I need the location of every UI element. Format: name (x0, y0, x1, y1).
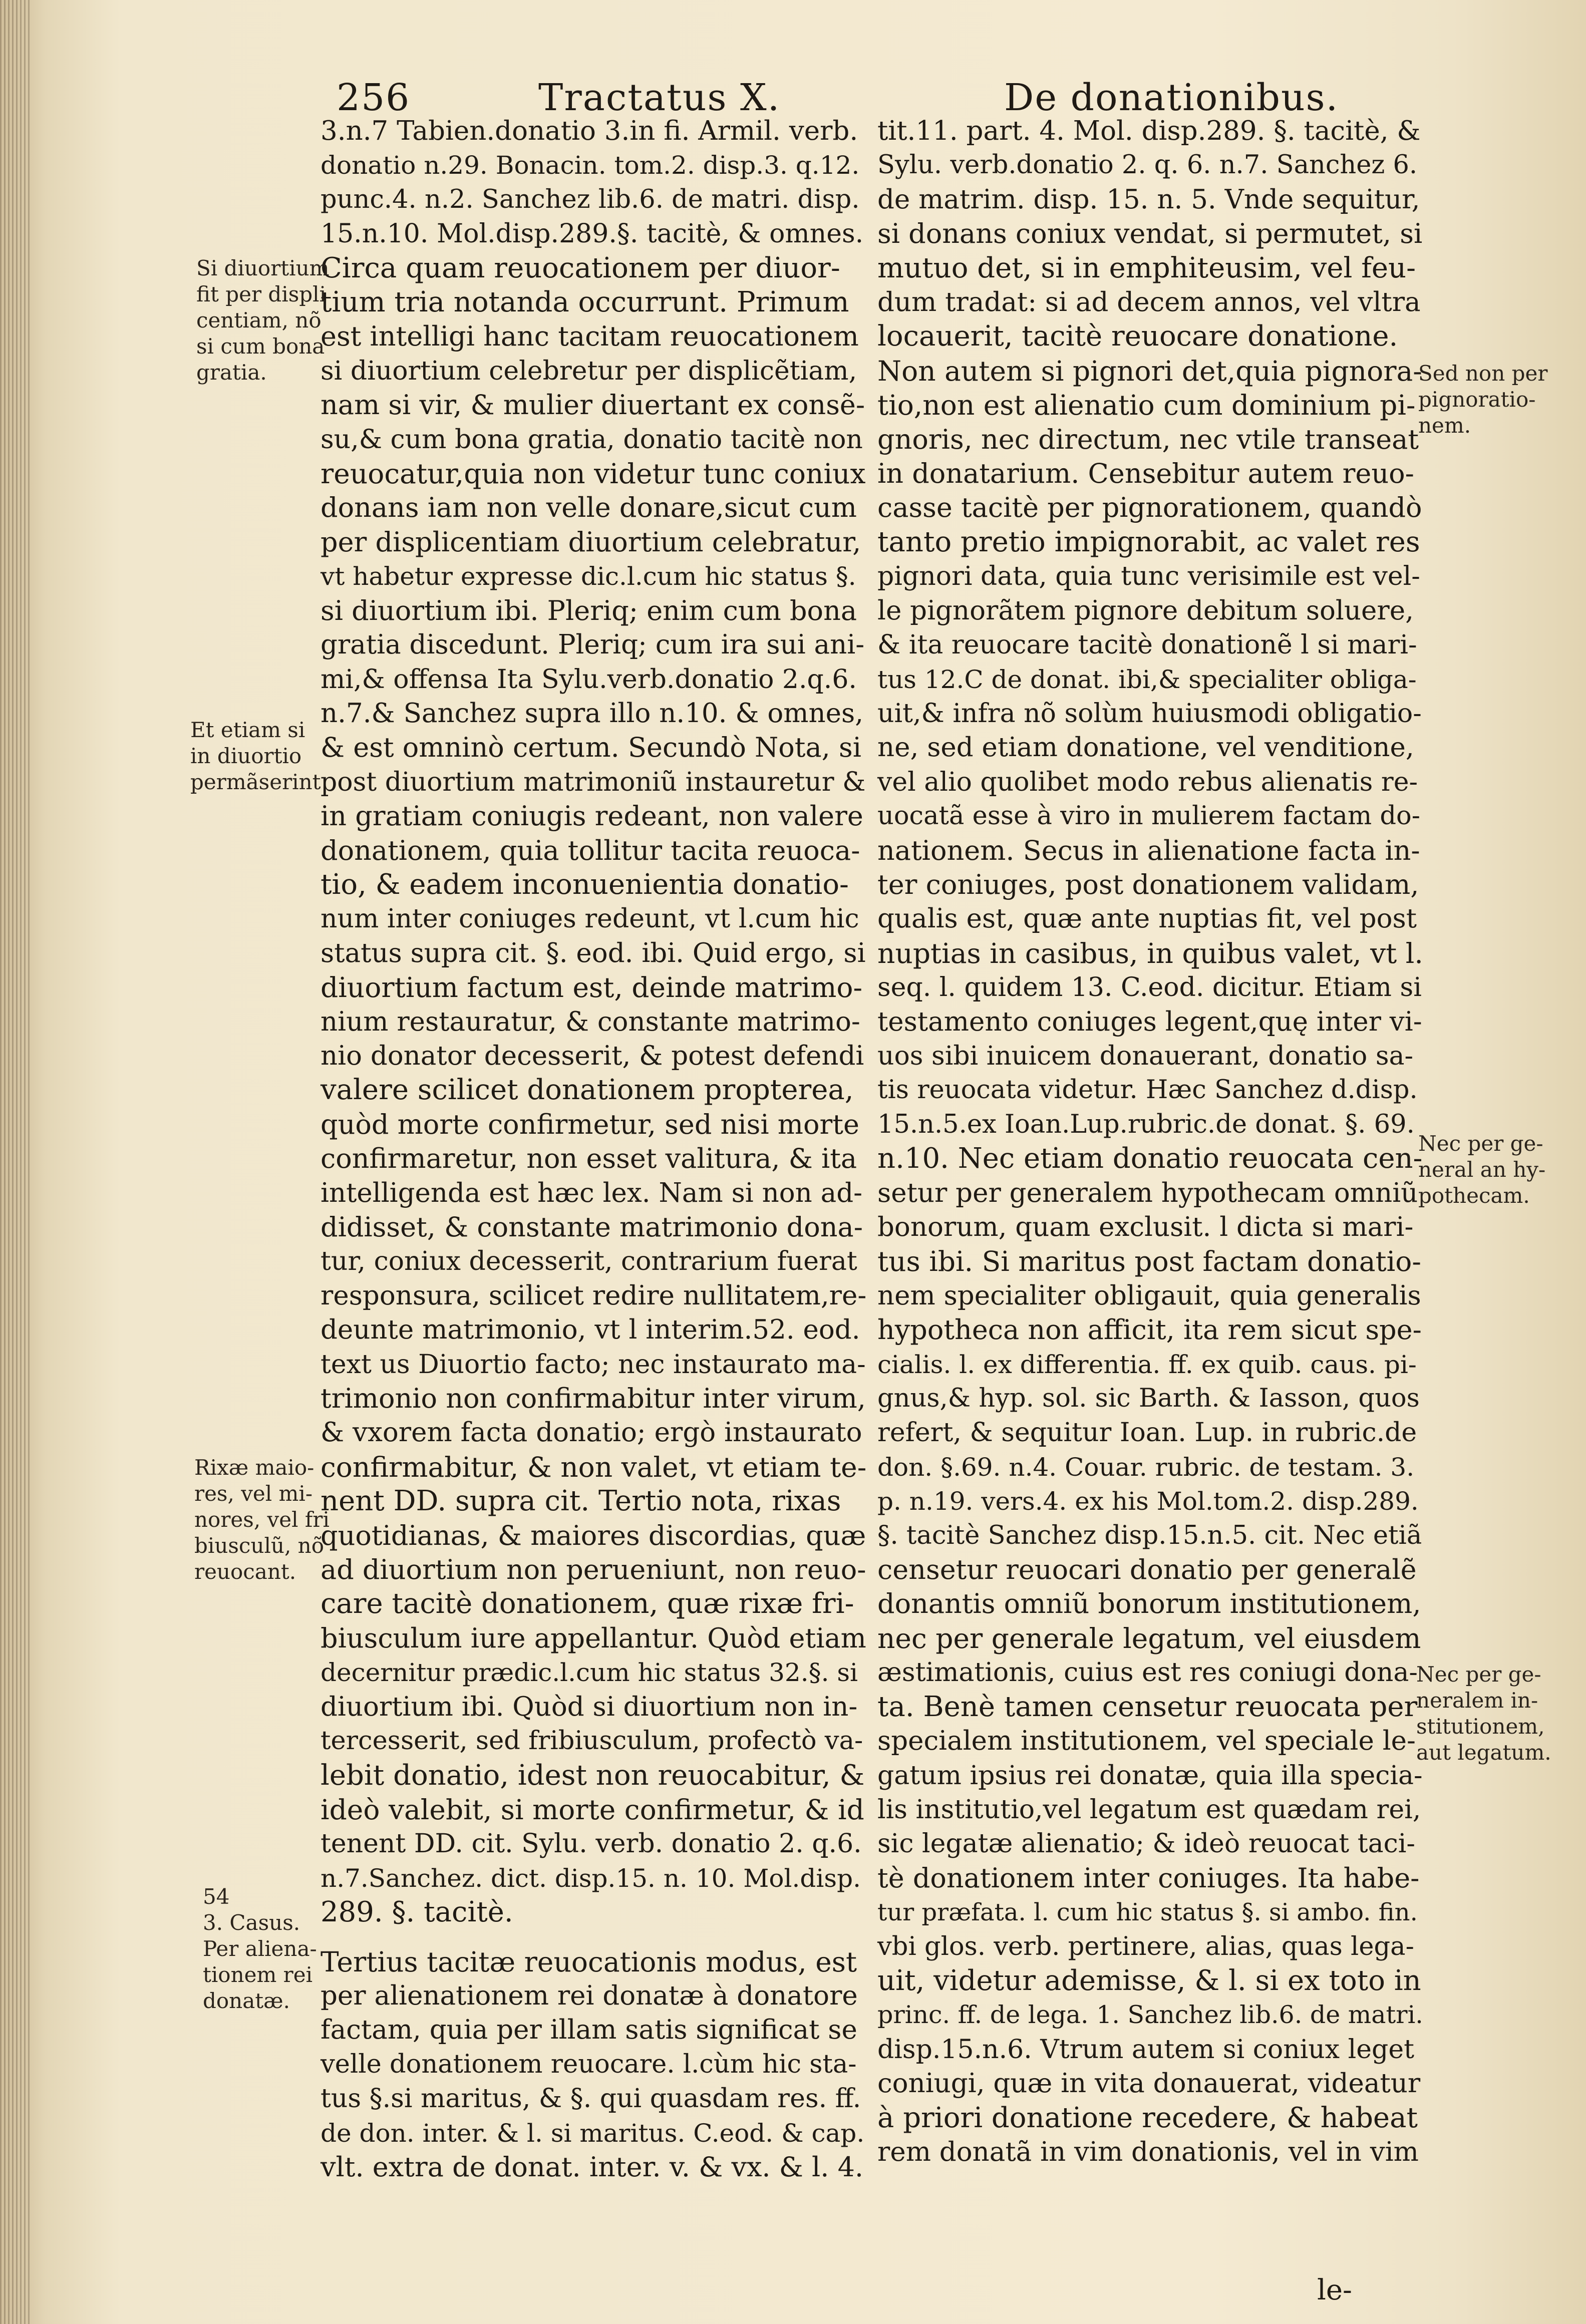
text-line: diuortium ibi. Quòd si diuortium non in- (321, 1691, 858, 1722)
text-line: setur per generalem hypothecam omniũ (877, 1177, 1418, 1208)
text-line: uit, videtur ademisse, & l. si ex toto in (877, 1964, 1421, 1997)
text-line: Sylu. verb.donatio 2. q. 6. n.7. Sanchez 6. (877, 150, 1418, 180)
text-line: nec per generale legatum, vel eiusdem (877, 1622, 1421, 1654)
text-line: de matrim. disp. 15. n. 5. Vnde sequitur, (877, 184, 1420, 215)
text-line: tio,non est alienatio cum dominium pi- (877, 389, 1416, 422)
text-line: refert, & sequitur Ioan. Lup. in rubric.de (877, 1418, 1417, 1448)
running-title: De donationibus. (1004, 76, 1339, 119)
text-line: tis reuocata videtur. Hæc Sanchez d.disp. (877, 1075, 1418, 1105)
text-line: lis institutio,vel legatum est quædam rei, (877, 1794, 1421, 1825)
text-line: specialem institutionem, vel speciale le- (877, 1726, 1416, 1757)
text-line: quòd morte confirmetur, sed nisi morte (321, 1108, 859, 1140)
text-line: de don. inter. & l. si maritus. C.eod. & cap. (321, 2118, 865, 2148)
text-line: 3.n.7 Tabien.donatio 3.in fi. Armil. verb. (321, 116, 858, 146)
text-line: gnoris, nec directum, nec vtile transeat (877, 423, 1419, 455)
text-line: nem specialiter obligauit, quia generalis (877, 1280, 1421, 1311)
text-line: uos sibi inuicem donauerant, donatio sa- (877, 1041, 1414, 1071)
text-line: trimonio non confirmabitur inter virum, (321, 1383, 866, 1415)
text-line: tium tria notanda occurrunt. Primum (321, 286, 849, 319)
text-line: donatio n.29. Bonacin. tom.2. disp.3. q.12. (321, 151, 860, 180)
text-line: le pignorãtem pignore debitum soluere, (877, 595, 1414, 626)
text-line: locauerit, tacitè reuocare donatione. (877, 320, 1398, 353)
text-line: deunte matrimonio, vt l interim.52. eod. (321, 1314, 860, 1346)
text-line: princ. ff. de lega. 1. Sanchez lib.6. de matri. (877, 2001, 1423, 2030)
text-line: in gratiam coniugis redeant, non valere (321, 800, 863, 832)
text-line: tus ibi. Si maritus post factam donatio- (877, 1245, 1421, 1278)
right-margin-note: Nec per ge- neral an hy- pothecam. (1418, 1131, 1546, 1208)
text-line: cialis. l. ex differentia. ff. ex quib. caus. pi- (877, 1350, 1417, 1379)
catchword: le- (1317, 2274, 1352, 2306)
text-line: nationem. Secus in alienatione facta in- (877, 834, 1420, 866)
right-text-column (877, 114, 1423, 2169)
text-line: didisset, & constante matrimonio dona- (321, 1211, 863, 1243)
text-line: seq. l. quidem 13. C.eod. dicitur. Etiam si (877, 972, 1422, 1003)
text-line: valere scilicet donationem propterea, (321, 1074, 854, 1107)
text-line: tur, coniux decesserit, contrarium fuerat (321, 1246, 857, 1277)
text-line: text us Diuortio facto; nec instaurato ma- (321, 1349, 866, 1380)
text-line: tercesserit, sed fribiusculum, profectò va- (321, 1726, 863, 1756)
text-line: rem donatã in vim donationis, vel in vim (877, 2136, 1419, 2167)
text-line: vt habetur expresse dic.l.cum hic status §. (321, 562, 856, 591)
text-line: si donans coniux vendat, si permutet, si (877, 218, 1423, 250)
text-line: ter coniuges, post donationem validam, (877, 868, 1419, 900)
text-line: diuortium factum est, deinde matrimo- (321, 971, 863, 1004)
right-margin-note: Nec per ge- neralem in- stitutionem, aut legatum. (1416, 1662, 1551, 1765)
text-line: care tacitè donationem, quæ rixæ fri- (321, 1587, 854, 1620)
text-line: nuptias in casibus, in quibus valet, vt l. (877, 937, 1423, 969)
text-line: p. n.19. vers.4. ex his Mol.tom.2. disp.289. (877, 1487, 1419, 1516)
text-line: hypotheca non afficit, ita rem sicut spe- (877, 1314, 1422, 1346)
page-number: 256 (337, 76, 411, 119)
text-line: mi,& offensa Ita Sylu.verb.donatio 2.q.6. (321, 664, 857, 695)
text-line: ideò valebit, si morte confirmetur, & id (321, 1793, 864, 1826)
text-line: ta. Benè tamen censetur reuocata per (877, 1690, 1418, 1723)
text-line: æstimationis, cuius est res coniugi dona- (877, 1657, 1418, 1688)
text-line: quotidianas, & maiores discordias, quæ (321, 1519, 866, 1551)
text-line: tus 12.C de donat. ibi,& specialiter obliga- (877, 665, 1417, 694)
text-line: uocatã esse à viro in mulierem factam do- (877, 801, 1420, 831)
text-line: tus §.si maritus, & §. qui quasdam res. ff. (321, 2084, 861, 2114)
text-line: coniugi, quæ in vita donauerat, videatur (877, 2068, 1421, 2099)
text-line: responsura, scilicet redire nullitatem,re- (321, 1280, 867, 1311)
text-line: Non autem si pignori det,quia pignora- (877, 355, 1422, 387)
text-line: mutuo det, si in emphiteusim, vel feu- (877, 251, 1416, 284)
text-line: 15.n.10. Mol.disp.289.§. tacitè, & omnes. (321, 219, 864, 249)
text-line: §. tacitè Sanchez disp.15.n.5. cit. Nec etiã (877, 1520, 1422, 1550)
text-line: tit.11. part. 4. Mol. disp.289. §. tacitè, & (877, 116, 1421, 146)
text-line: status supra cit. §. eod. ibi. Quid ergo, si (321, 937, 866, 968)
text-line: factam, quia per illam satis significat se (321, 2015, 857, 2046)
text-line: disp.15.n.6. Vtrum autem si coniux leget (877, 2034, 1415, 2065)
text-line: post diuortium matrimoniũ instauretur & (321, 767, 866, 797)
text-line: nent DD. supra cit. Tertio nota, rixas (321, 1485, 841, 1518)
text-line: qualis est, quæ ante nuptias fit, vel post (877, 903, 1417, 934)
text-line: sic legatæ alienatio; & ideò reuocat taci- (877, 1829, 1415, 1859)
right-margin-note: Sed non per pignoratio- nem. (1418, 361, 1548, 438)
text-line: in donatarium. Censebitur autem reuo- (877, 458, 1414, 490)
book-gutter (0, 0, 30, 2324)
text-line: n.10. Nec etiam donatio reuocata cen- (877, 1142, 1423, 1175)
text-line: velle donationem reuocare. l.cùm hic sta- (321, 2049, 857, 2079)
text-line: n.7.Sanchez. dict. disp.15. n. 10. Mol.disp. (321, 1863, 861, 1893)
text-line: reuocatur,quia non videtur tunc coniux (321, 458, 866, 490)
text-line: nam si vir, & mulier diuertant ex consẽ- (321, 389, 865, 421)
left-margin-note: Rixæ maio- res, vel mi- nores, vel fri biusculũ, nõ reuocant. (194, 1455, 330, 1584)
text-line: 15.n.5.ex Ioan.Lup.rubric.de donat. §. 69. (877, 1109, 1415, 1139)
text-line: tur præfata. l. cum hic status §. si ambo. fin. (877, 1898, 1418, 1927)
text-line: ne, sed etiam donatione, vel venditione, (877, 732, 1414, 763)
text-line: & vxorem facta donatio; ergò instaurato (321, 1417, 862, 1448)
left-margin-note: Si diuortium fit per displi centiam, nõ si cum bona gratia. (196, 256, 330, 385)
text-line: decernitur prædic.l.cum hic status 32.§. si (321, 1658, 858, 1688)
text-line: Tertius tacitæ reuocationis modus, est (321, 1945, 857, 1978)
text-line: nium restauratur, & constante matrimo- (321, 1006, 860, 1037)
text-line: n.7.& Sanchez supra illo n.10. & omnes, (321, 698, 864, 729)
text-line: vlt. extra de donat. inter. v. & vx. & l. 4. (321, 2151, 864, 2183)
left-margin-note: 54 3. Casus. Per aliena- tionem rei donatæ. (203, 1884, 317, 2013)
text-line: testamento coniuges legent,quę inter vi- (877, 1006, 1422, 1037)
text-line: num inter coniuges redeunt, vt l.cum hic (321, 904, 859, 934)
text-line: tè donationem inter coniuges. Ita habe- (877, 1862, 1420, 1894)
text-line: per displicentiam diuortium celebratur, (321, 526, 861, 558)
text-line: bonorum, quam exclusit. l dicta si mari- (877, 1212, 1414, 1242)
text-line: donantis omniũ bonorum institutionem, (877, 1588, 1421, 1620)
text-line: per alienationem rei donatæ à donatore (321, 1980, 858, 2011)
text-line: gatum ipsius rei donatæ, quia illa specia- (877, 1760, 1423, 1791)
text-line: Circa quam reuocationem per diuor- (321, 251, 840, 284)
text-line: est intelligi hanc tacitam reuocationem (321, 320, 859, 353)
text-line: casse tacitè per pignorationem, quandò (877, 492, 1422, 524)
text-line: lebit donatio, idest non reuocabitur, & (321, 1759, 865, 1792)
text-line (321, 1930, 866, 1945)
left-text-column (321, 114, 866, 2184)
text-line: dum tradat: si ad decem annos, vel vltra (877, 287, 1421, 318)
text-line: biusculum iure appellantur. Quòd etiam (321, 1622, 866, 1654)
text-line: confirmaretur, non esset valitura, & ita (321, 1143, 857, 1175)
text-line: & est omninò certum. Secundò Nota, si (321, 732, 861, 764)
text-line: vbi glos. verb. pertinere, alias, quas lega- (877, 1931, 1414, 1961)
text-line: pignori data, quia tunc verisimile est vel- (877, 561, 1420, 592)
text-line: à priori donatione recedere, & habeat (877, 2101, 1418, 2134)
left-margin-note: Et etiam si in diuortio permãserint (190, 718, 321, 794)
text-line: don. §.69. n.4. Couar. rubric. de testam. 3. (877, 1452, 1415, 1482)
text-line: tio, & eadem inconuenientia donatio- (321, 868, 849, 901)
text-line: gratia discedunt. Pleriq; cum ira sui ani- (321, 629, 865, 660)
text-line: nio donator decesserit, & potest defendi (321, 1040, 864, 1071)
text-line: intelligenda est hæc lex. Nam si non ad- (321, 1177, 863, 1208)
text-line: 289. §. tacitè. (321, 1896, 513, 1929)
text-line: confirmabitur, & non valet, vt etiam te- (321, 1451, 867, 1483)
text-line: donans iam non velle donare,sicut cum (321, 492, 857, 524)
text-line: vel alio quolibet modo rebus alienatis re- (877, 767, 1418, 797)
text-line: gnus,& hyp. sol. sic Barth. & Iasson, quos (877, 1384, 1420, 1414)
text-line: tenent DD. cit. Sylu. verb. donatio 2. q.6. (321, 1829, 862, 1859)
text-line: su,& cum bona gratia, donatio tacitè non (321, 424, 863, 455)
text-line: punc.4. n.2. Sanchez lib.6. de matri. disp. (321, 184, 860, 214)
text-line: ad diuortium non perueniunt, non reuo- (321, 1554, 866, 1586)
text-line: donationem, quia tollitur tacita reuoca- (321, 834, 860, 866)
text-line: si diuortium ibi. Pleriq; enim cum bona (321, 594, 857, 626)
text-line: tanto pretio impignorabit, ac valet res (877, 525, 1420, 558)
text-line: si diuortium celebretur per displicẽtiam, (321, 356, 857, 386)
text-line: uit,& infra nõ solùm huiusmodi obligatio- (877, 698, 1422, 729)
text-line: censetur reuocari donatio per generalẽ (877, 1554, 1417, 1586)
treatise-title: Tractatus X. (538, 76, 781, 119)
text-line: & ita reuocare tacitè donationẽ l si mari- (877, 630, 1417, 660)
